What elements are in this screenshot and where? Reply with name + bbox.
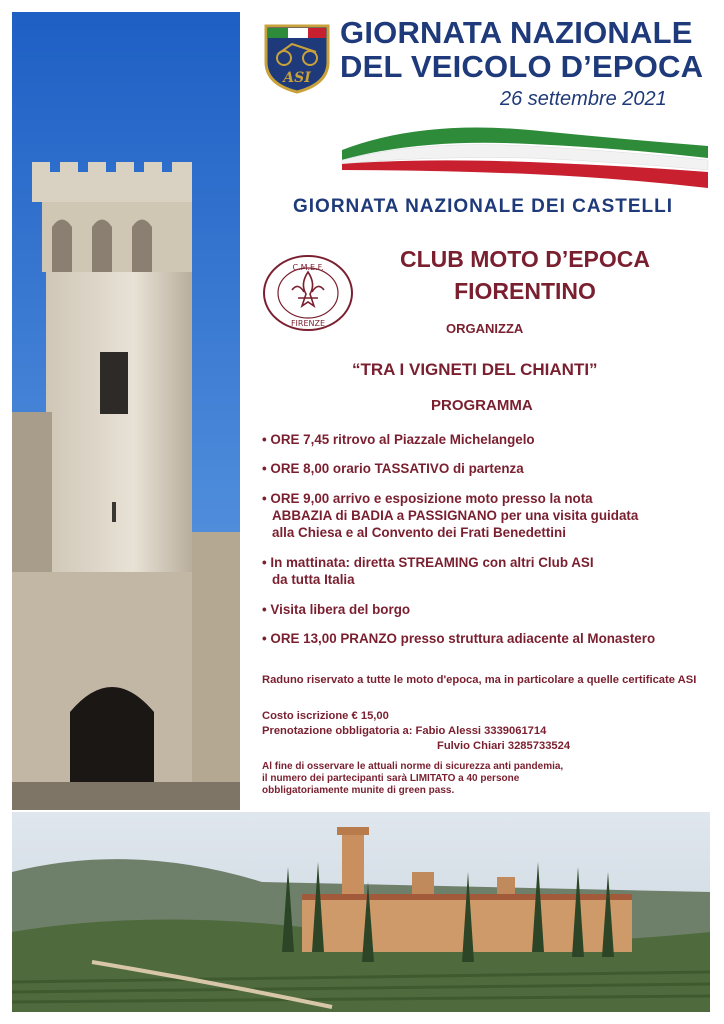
program-item bbox=[262, 431, 712, 448]
club-name-line2: FIORENTINO bbox=[454, 278, 596, 304]
event-title: “TRA I VIGNETI DEL CHIANTI” bbox=[352, 360, 598, 379]
asi-logo bbox=[262, 18, 332, 94]
header-title-line2: DEL VEICOLO D’EPOCA bbox=[340, 49, 704, 84]
program-item-line: • Visita libera del borgo bbox=[262, 602, 411, 617]
safety-note-line: obbligatoriamente munite di green pass. bbox=[262, 785, 455, 796]
program-item-line: da tutta Italia bbox=[272, 572, 355, 587]
program-item bbox=[262, 630, 712, 647]
program-item bbox=[262, 490, 712, 541]
booking-contact-2: Fulvio Chiari 3285733524 bbox=[437, 740, 571, 752]
program-item-line: • In mattinata: diretta STREAMING con altri Club ASI bbox=[262, 555, 594, 570]
club-name-line1: CLUB MOTO D’EPOCA bbox=[399, 246, 651, 272]
program-item-line: • ORE 7,45 ritrovo al Piazzale Michelangelo bbox=[262, 432, 535, 447]
safety-note-line: il numero dei partecipanti sarà LIMITATO a 40 persone bbox=[262, 773, 520, 784]
subtitle-castelli: GIORNATA NAZIONALE DEI CASTELLI bbox=[292, 196, 674, 217]
organizza-label: ORGANIZZA bbox=[446, 321, 524, 336]
header-title-line1: GIORNATA NAZIONALE bbox=[340, 15, 693, 50]
program-item-line: alla Chiesa e al Convento dei Frati Benedettini bbox=[272, 525, 566, 540]
program-item-line: • ORE 13,00 PRANZO presso struttura adiacente al Monastero bbox=[262, 631, 656, 646]
program-item-line: • ORE 8,00 orario TASSATIVO di partenza bbox=[262, 461, 524, 476]
programma-heading: PROGRAMMA bbox=[431, 397, 533, 414]
chianti-landscape-photo bbox=[12, 812, 710, 1012]
program-item bbox=[262, 460, 712, 477]
castle-tower-photo bbox=[12, 12, 240, 810]
club-logo-top-text: C.M.E.F. bbox=[292, 263, 324, 272]
club-logo bbox=[262, 254, 354, 332]
safety-note-line: Al fine di osservare le attuali norme di sicurezza anti pandemia, bbox=[262, 761, 564, 772]
asi-logo-text: ASI bbox=[283, 70, 311, 86]
booking-contact: Prenotazione obbligatoria a: Fabio Alessi 3339061714 bbox=[262, 725, 547, 737]
program-item-line: ABBAZIA di BADIA a PASSIGNANO per una visita guidata bbox=[272, 508, 639, 523]
italian-flag-ribbon bbox=[340, 100, 710, 192]
raduno-note: Raduno riservato a tutte le moto d'epoca, ma in particolare a quelle certificate ASI bbox=[262, 674, 697, 686]
cost-text: Costo iscrizione € 15,00 bbox=[262, 710, 389, 722]
program-item bbox=[262, 554, 712, 588]
header-date: 26 settembre 2021 bbox=[500, 88, 667, 110]
program-item-line: • ORE 9,00 arrivo e esposizione moto presso la nota bbox=[262, 491, 593, 506]
club-logo-bottom-text: FIRENZE bbox=[290, 319, 326, 328]
program-item bbox=[262, 601, 712, 618]
